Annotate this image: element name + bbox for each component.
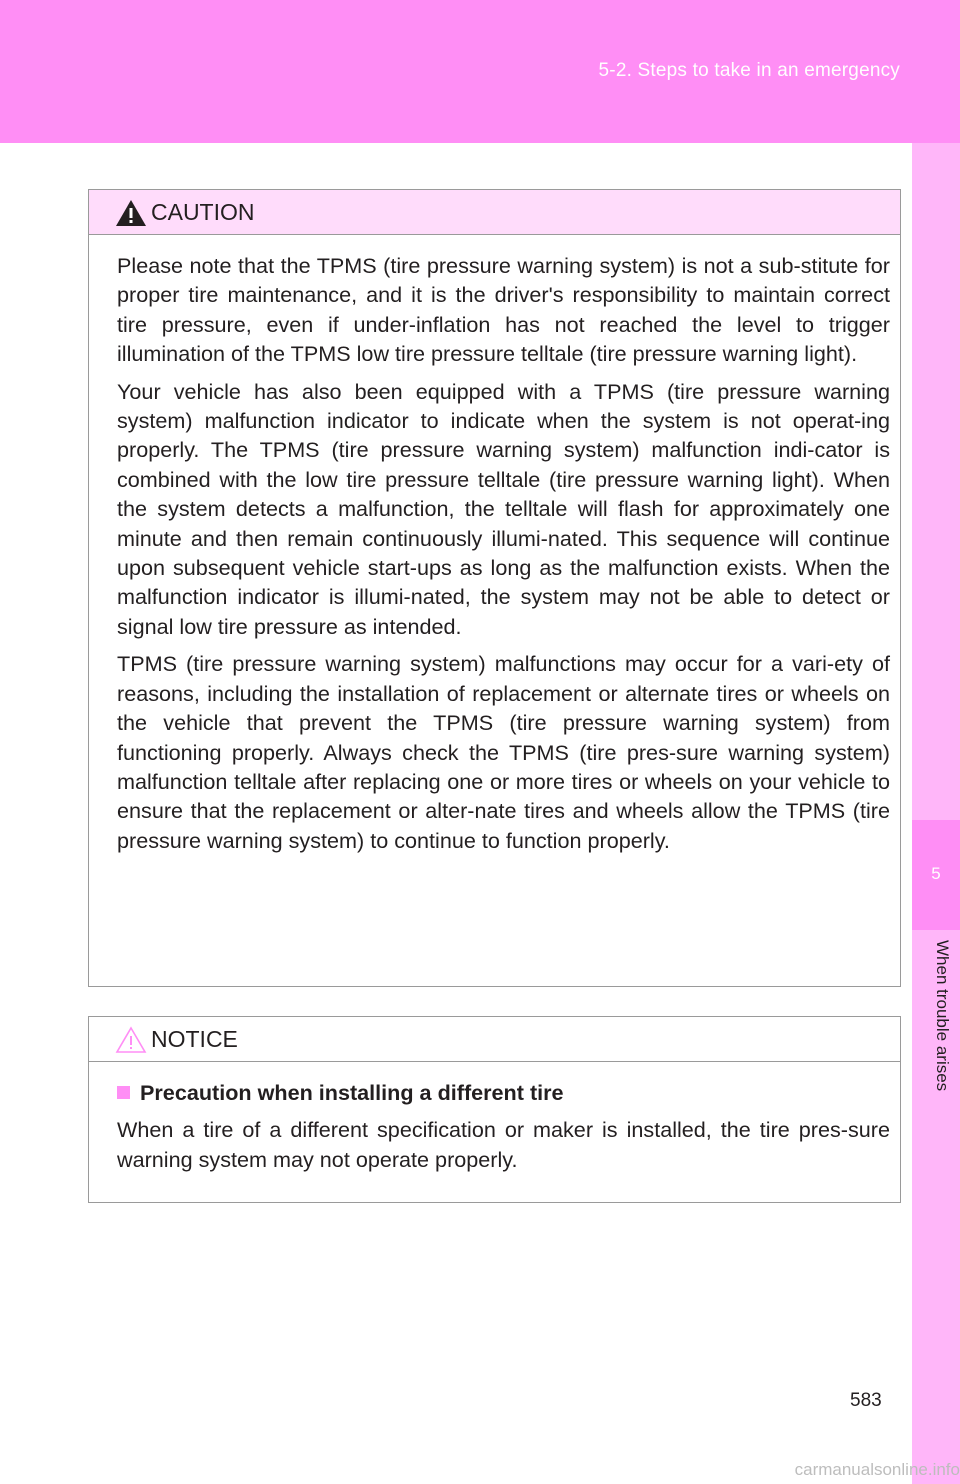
notice-heading-text: Precaution when installing a different tire [140, 1080, 564, 1105]
page-number: 583 [850, 1390, 882, 1411]
page-header [0, 0, 960, 143]
caution-header [89, 190, 900, 235]
square-bullet-icon [117, 1086, 130, 1099]
notice-subheading [117, 1078, 890, 1107]
caution-body [89, 235, 900, 855]
notice-body [89, 1062, 900, 1174]
section-title: 5-2. Steps to take in an emergency [598, 60, 900, 81]
chapter-side-tab [912, 143, 960, 1484]
warning-triangle-outline-icon [115, 1025, 147, 1055]
notice-box [88, 1016, 901, 1203]
caution-box [88, 189, 901, 987]
caution-title: CAUTION [151, 199, 255, 225]
notice-paragraph: When a tire of a different specification or maker is installed, the tire pres-sure warning system may not operate properly. [117, 1117, 890, 1172]
caution-paragraph: Your vehicle has also been equipped with a TPMS (tire pressure warning system) malfunction indicator to indicate when the system is not operat-ing properly. The TPMS (tire pressure warning system) malfunction indi-cator is combined with the low tire pressure telltale (tire pressure warning light). When the system detects a malfunction, the telltale will flash for approximately one minute and then remain continuously illumi-nated. This sequence will continue upon subsequent vehicle start-ups as long as the malfunction exists. When the malfunction indicator is illumi-nated, the system may not be able to detect or signal low tire pressure as intended. [117, 378, 890, 639]
caution-paragraph: Please note that the TPMS (tire pressure warning system) is not a sub-stitute for proper tire maintenance, and it is the driver's responsibility to maintain correct tire pressure, even if under-inflation has not reached the level to trigger illumination of the TPMS low tire pressure telltale (tire pressure warning light). [117, 253, 890, 367]
caution-paragraph: TPMS (tire pressure warning system) malfunctions may occur for a vari-ety of reasons, including the installation of replacement or alternate tires or wheels on the vehicle that prevent the TPMS (tire pressure warning system) from functioning properly. Always check the TPMS (tire pres-sure warning system) malfunction telltale after replacing one or more tires or wheels on your vehicle to ensure that the replacement or alter-nate tires and wheels allow the TPMS (tire pressure warning system) to continue to function properly. [117, 651, 890, 853]
notice-title: NOTICE [151, 1026, 238, 1052]
watermark: carmanualsonline.info [794, 1460, 960, 1479]
notice-header [89, 1017, 900, 1062]
chapter-title: When trouble arises [933, 940, 952, 1092]
warning-triangle-icon [115, 198, 147, 228]
chapter-number: 5 [931, 864, 941, 883]
